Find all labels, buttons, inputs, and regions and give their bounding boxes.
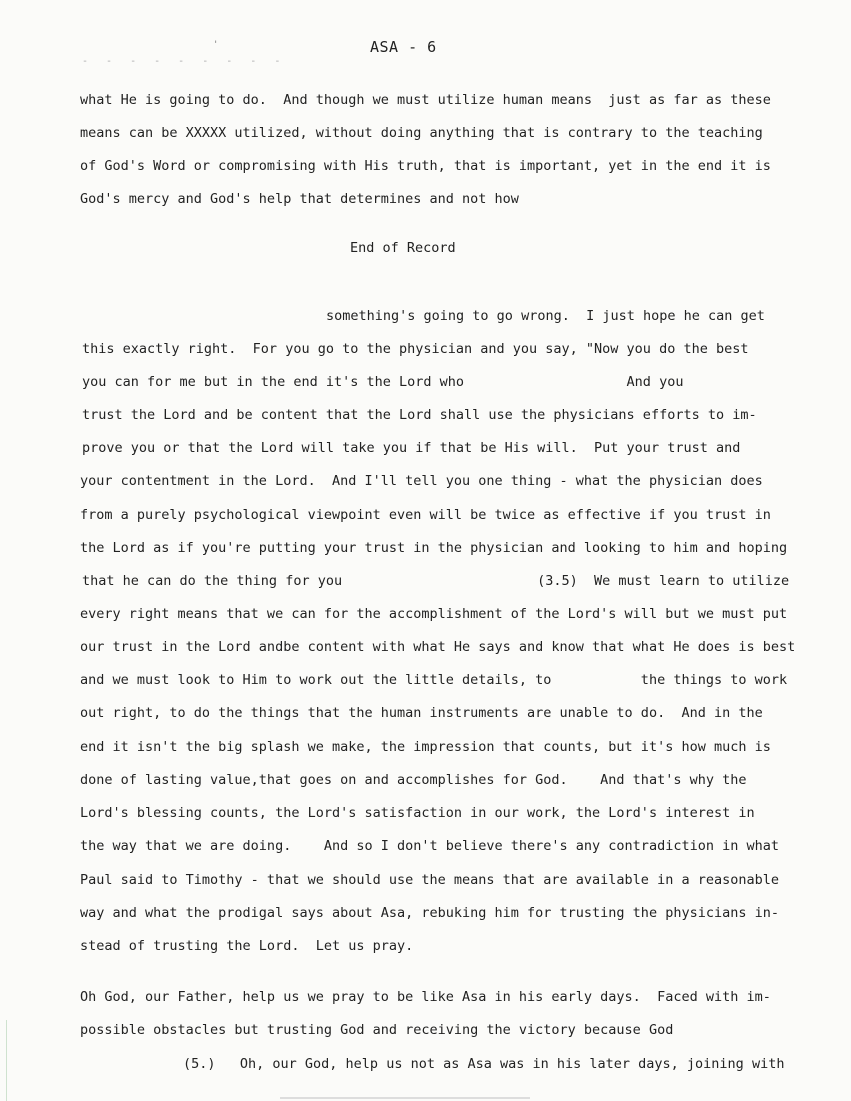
paragraph1-line-2: means can be XXXXX utilized, without doing anything that is contrary to the teaching	[80, 125, 763, 141]
paragraph2-line-16: Lord's blessing counts, the Lord's satisfaction in our work, the Lord's interest in	[80, 805, 755, 821]
paragraph2-line-8: the Lord as if you're putting your trust in the physician and looking to him and hoping	[80, 540, 788, 556]
paragraph2-line-13: out right, to do the things that the human instruments are unable to do. And in the	[80, 705, 763, 721]
paragraph2-line-19: way and what the prodigal says about Asa, rebuking him for trusting the physicians in-	[80, 905, 779, 921]
prayer-line-2: possible obstacles but trusting God and receiving the victory because God	[80, 1022, 674, 1038]
paragraph2-line-3: you can for me but in the end it's the Lord who And you	[82, 374, 684, 390]
paragraph2-line-17: the way that we are doing. And so I don't believe there's any contradiction in what	[80, 838, 779, 854]
paragraph2-line-14: end it isn't the big splash we make, the impression that counts, but it's how much is	[80, 739, 771, 755]
scan-edge-mark	[6, 1020, 7, 1101]
smudge-marks: - - - - - - - - -	[82, 56, 287, 67]
prayer-line-3: (5.) Oh, our God, help us not as Asa was in his later days, joining with	[183, 1056, 785, 1072]
prayer-line-1: Oh God, our Father, help us we pray to be like Asa in his early days. Faced with im-	[80, 989, 771, 1005]
paragraph1-line-1: what He is going to do. And though we must utilize human means just as far as these	[80, 92, 771, 108]
scan-bottom-mark	[280, 1097, 530, 1099]
paragraph2-line-20: stead of trusting the Lord. Let us pray.	[80, 938, 414, 954]
paragraph2-line-4: trust the Lord and be content that the Lord shall use the physicians efforts to im-	[82, 407, 757, 423]
paragraph1-line-3: of God's Word or compromising with His truth, that is important, yet in the end it is	[80, 158, 771, 174]
paragraph2-line-6: your contentment in the Lord. And I'll tell you one thing - what the physician does	[80, 473, 763, 489]
paragraph2-line-10: every right means that we can for the accomplishment of the Lord's will but we must put	[80, 606, 788, 622]
ink-speck: '	[213, 40, 219, 50]
end-of-record-heading: End of Record	[350, 240, 456, 256]
paragraph2-line-11: our trust in the Lord andbe content with what He says and know that what He does is best	[80, 639, 796, 655]
paragraph2-line-1: something's going to go wrong. I just hope he can get	[326, 308, 765, 324]
paragraph1-line-4: God's mercy and God's help that determines and not how	[80, 191, 519, 207]
paragraph2-line-7: from a purely psychological viewpoint even will be twice as effective if you trust in	[80, 507, 771, 523]
paragraph2-line-2: this exactly right. For you go to the physician and you say, "Now you do the best	[82, 341, 749, 357]
paragraph2-line-18: Paul said to Timothy - that we should use the means that are available in a reasonable	[80, 872, 779, 888]
paragraph2-line-15: done of lasting value,that goes on and accomplishes for God. And that's why the	[80, 772, 747, 788]
paragraph2-line-12: and we must look to Him to work out the little details, to the things to work	[80, 672, 788, 688]
paragraph2-line-5: prove you or that the Lord will take you if that be His will. Put your trust and	[82, 440, 741, 456]
page-header: ASA - 6	[370, 38, 437, 56]
paragraph2-line-9: that he can do the thing for you (3.5) We must learn to utilize	[82, 573, 790, 589]
